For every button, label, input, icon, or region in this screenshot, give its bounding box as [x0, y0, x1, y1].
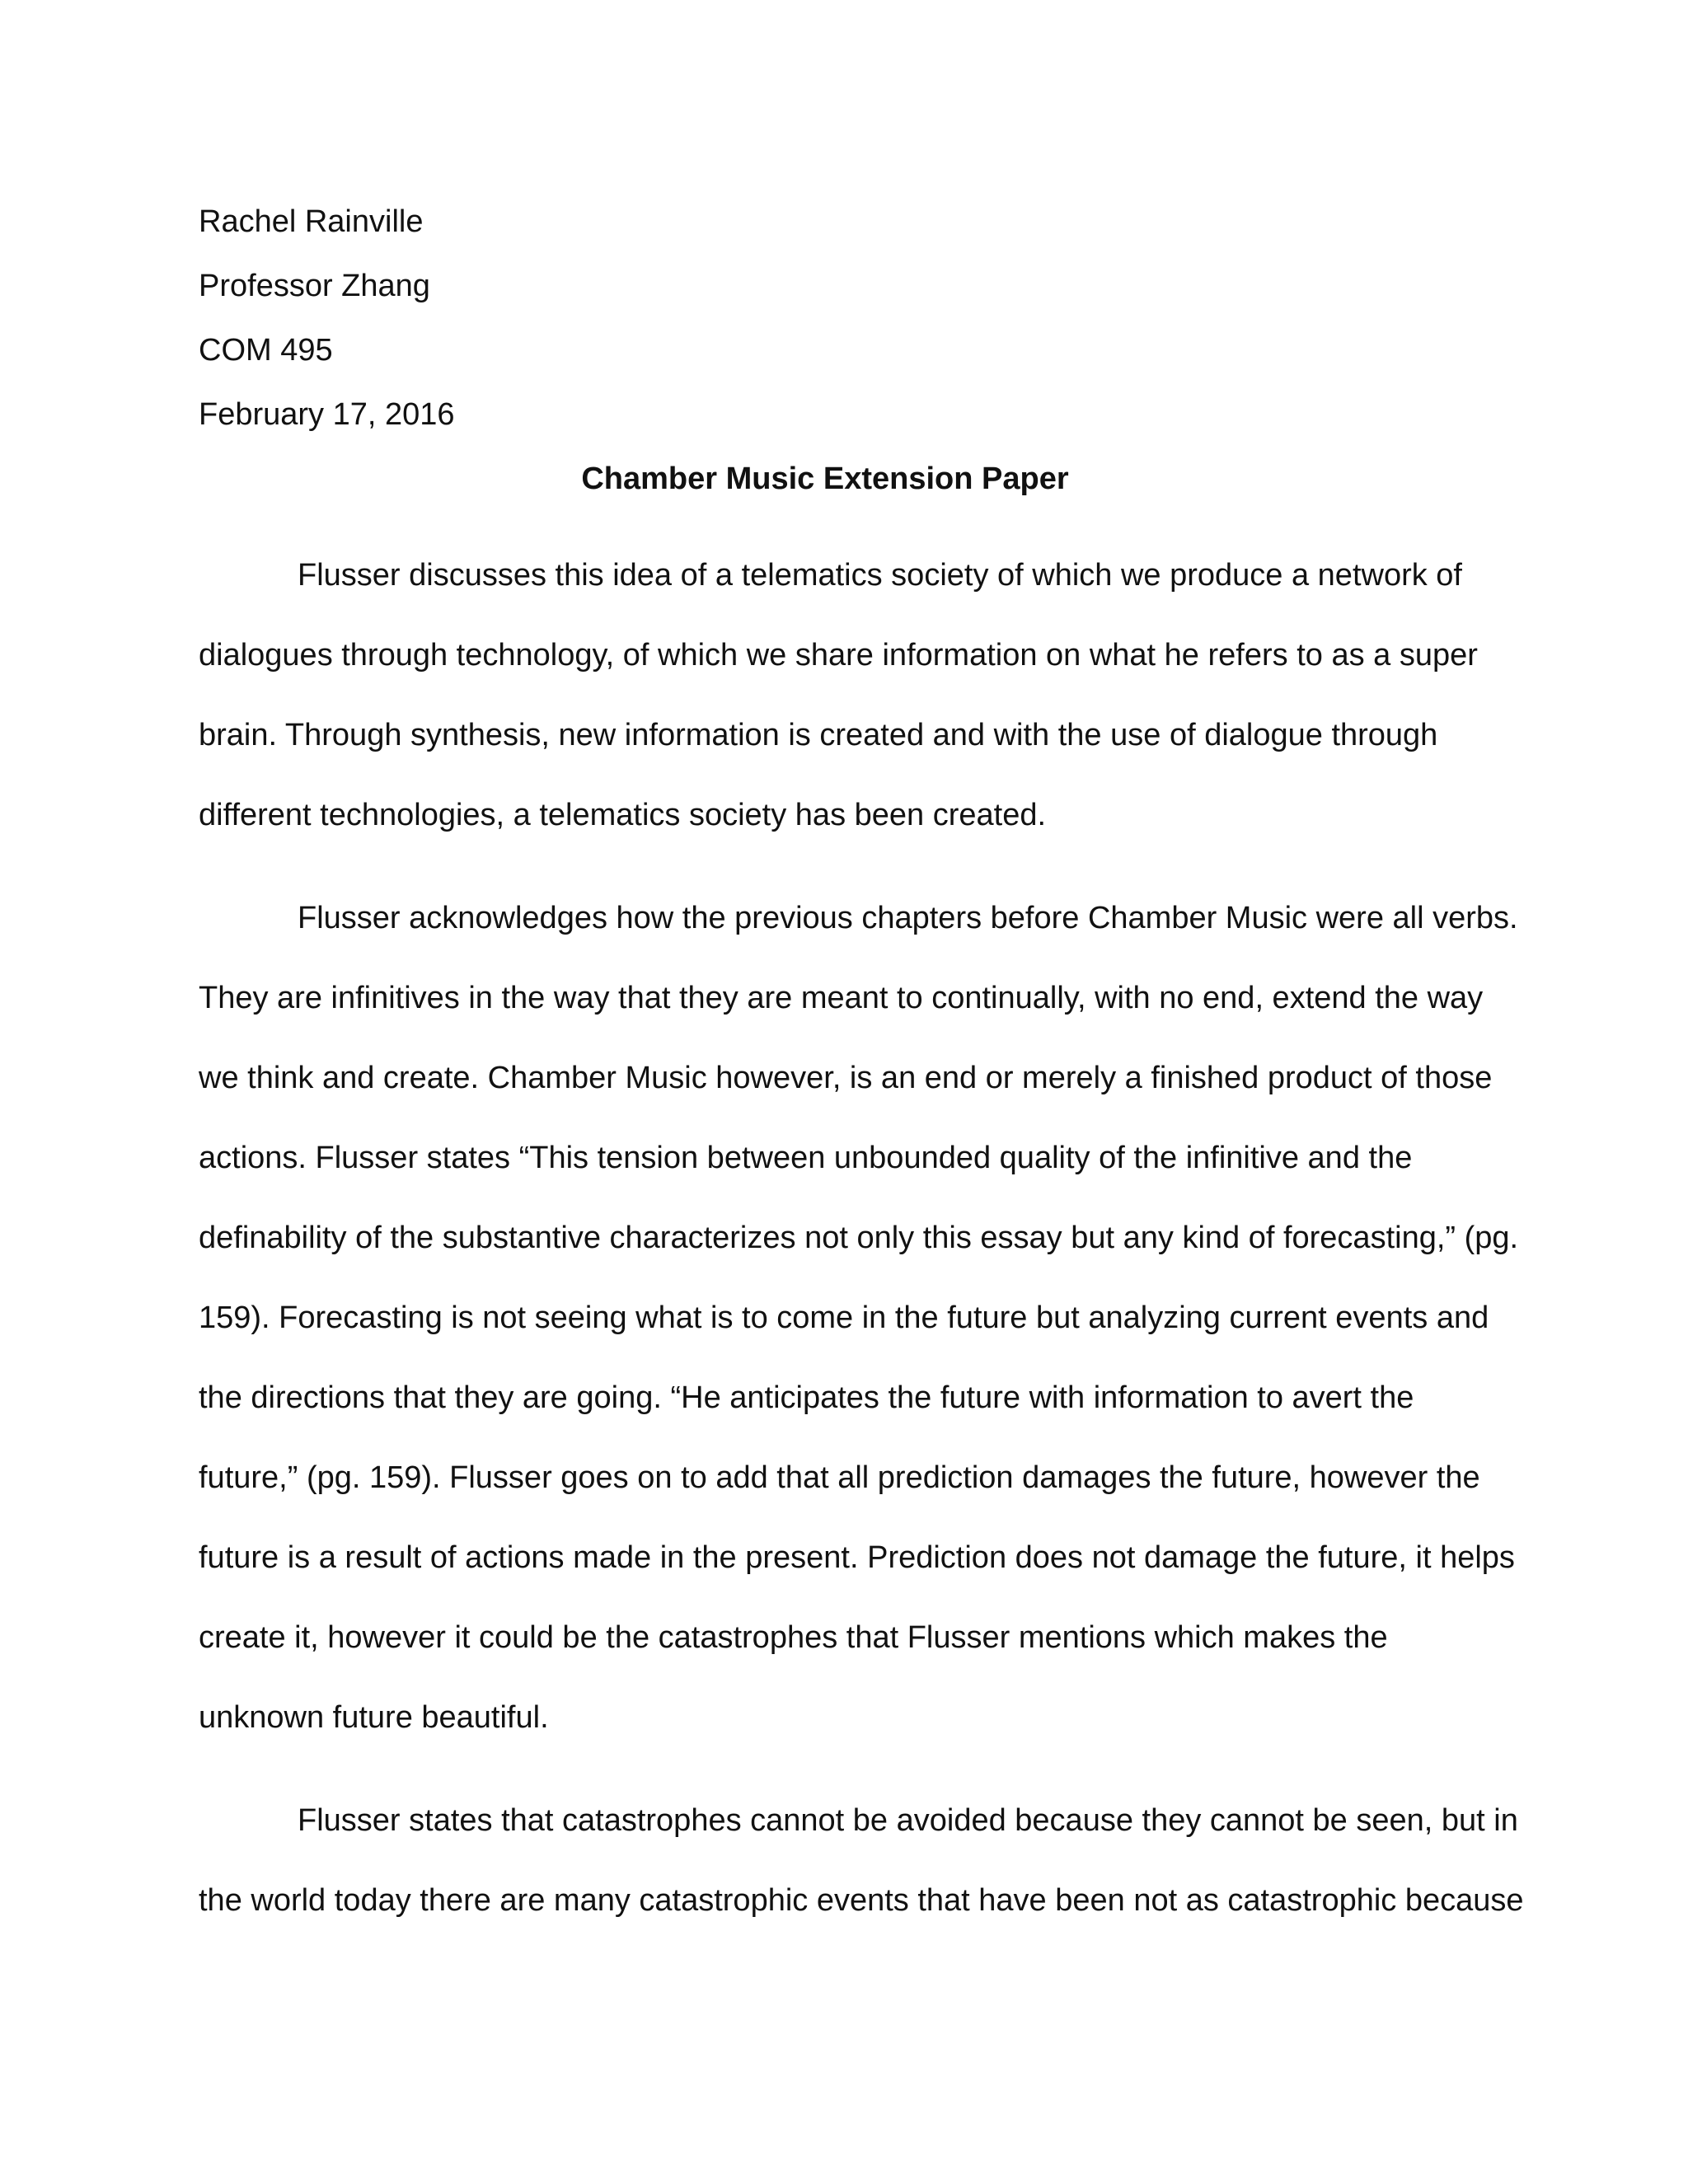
paragraph-line: actions. Flusser states “This tension between unbounded quality of the infinitive and the	[199, 1141, 1413, 1175]
paragraph-line: future,” (pg. 159). Flusser goes on to add that all prediction damages the future, however the	[199, 1460, 1480, 1495]
paragraph-line: Flusser states that catastrophes cannot be avoided because they cannot be seen, but in	[298, 1803, 1518, 1838]
paragraph-line: we think and create. Chamber Music however, is an end or merely a finished product of those	[199, 1061, 1493, 1095]
paragraph-line: Flusser acknowledges how the previous chapters before Chamber Music were all verbs.	[298, 901, 1518, 935]
paper-title: Chamber Music Extension Paper	[581, 462, 1069, 496]
paragraph-line: different technologies, a telematics society has been created.	[199, 798, 1047, 832]
paragraph-1	[199, 536, 1501, 855]
paragraph-line: create it, however it could be the catastrophes that Flusser mentions which makes the	[199, 1620, 1388, 1655]
paper-content	[199, 190, 1524, 1941]
paragraph-line: the directions that they are going. “He anticipates the future with information to avert the	[199, 1380, 1414, 1415]
paragraph-line: They are infinitives in the way that they are meant to continually, with no end, extend the way	[199, 981, 1484, 1015]
paragraph-3	[199, 1781, 1524, 1941]
paragraph-line: dialogues through technology, of which we share information on what he refers to as a super	[199, 638, 1478, 673]
paper-body	[199, 536, 1524, 1941]
paragraph-2	[199, 879, 1519, 1758]
paper-date: February 17, 2016	[199, 397, 455, 432]
author-name: Rachel Rainville	[199, 204, 424, 239]
paragraph-line: brain. Through synthesis, new information is created and with the use of dialogue through	[199, 718, 1438, 752]
instructor-name: Professor Zhang	[199, 269, 430, 303]
paragraph-line: 159). Forecasting is not seeing what is to come in the future but analyzing current events and	[199, 1301, 1489, 1335]
course-code: COM 495	[199, 333, 333, 368]
paragraph-line: future is a result of actions made in the present. Prediction does not damage the future, it helps	[199, 1540, 1515, 1575]
paragraph-line: unknown future beautiful.	[199, 1700, 549, 1735]
paragraph-line: the world today there are many catastrophic events that have been not as catastrophic because	[199, 1883, 1524, 1918]
paragraph-line: Flusser discusses this idea of a telematics society of which we produce a network of	[298, 558, 1462, 593]
paragraph-line: definability of the substantive characterizes not only this essay but any kind of forecasting,” (pg.	[199, 1221, 1519, 1255]
